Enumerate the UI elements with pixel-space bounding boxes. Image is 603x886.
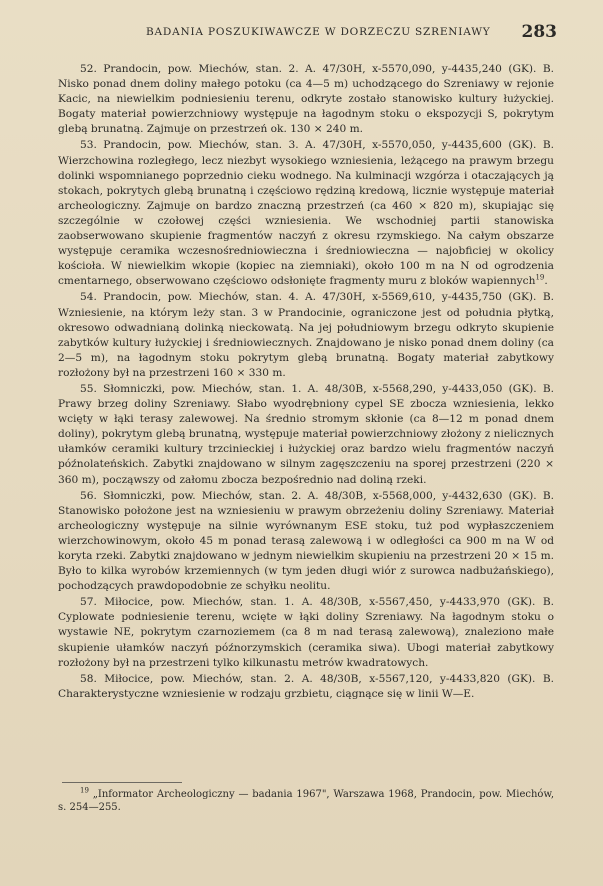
entry-text: 58. Miłocice, pow. Miechów, stan. 2. A. 48/30B, x-5567,120, y-4433,820 (GK). B. Charakterystyczne wzniesienie w rodzaju grzbietu, ciągnące się w linii W—E. (58, 672, 554, 700)
running-head: BADANIA POSZUKIWAWCZE W DORZECZU SZRENIAWY (146, 26, 491, 38)
site-entry-52 (58, 62, 554, 137)
page-body (58, 62, 554, 703)
entry-text: 55. Słomniczki, pow. Miechów, stan. 1. A. 48/30B, x-5568,290, y-4433,050 (GK). B. Prawy brzeg doliny Szreniawy. Słabo wyodrębniony cypel SE zbocza wzniesienia, lekko wcięty w łąki terasy zalewowej. Na średnio stromym skłonie (ca 8—12 m ponad dnem doliny), pokrytym glebą brunatną, występuje materiał powierzchniowy złożony z nielicznych ułamków ceramiki kultury trzcinieckiej i łużyckiej oraz bardzo wielu fragmentów naczyń późnolateńskich. Zabytki znajdowano w silnym zagęszczeniu na sporej przestrzeni (220 × 360 m), począwszy od załomu zbocza bezpośrednio nad doliną rzeki. (58, 382, 554, 486)
entry-text: 52. Prandocin, pow. Miechów, stan. 2. A. 47/30H, x-5570,090, y-4435,240 (GK). B. Nisko ponad dnem doliny małego potoku (ca 4—5 m) uchodzącego do Szreniawy w rejonie Kacic, na niewielkim podniesieniu terenu, odkryte zostało stanowisko kultury łużyckiej. Bogaty materiał powierzchniowy występuje na łagodnym stoku o ekspozycji S, pokrytym glebą brunatną. Zajmuje on przestrzeń ok. 130 × 240 m. (58, 63, 554, 136)
entry-text: 53. Prandocin, pow. Miechów, stan. 3. A. 47/30H, x-5570,050, y-4435,600 (GK). B. Wierzchowina rozległego, lecz niezbyt wysokiego wzniesienia, leżącego na prawym brzegu dolinki wspomnianego poprzednio cieku wodnego. Na kulminacji wzgórza i otaczających ją stokach, pokrytych glebą brunatną i częściowo rędziną kredową, licznie występuje materiał archeologiczny. Zajmuje on bardzo znaczną przestrzeń (ca 460 × 820 m), skupiając się szczególnie w czołowej części wzniesienia. We wschodniej partii stanowiska zaobserwowano skupienie fragmentów naczyń z okresu rzymskiego. Na całym obszarze występuje ceramika wczesnośredniowieczna i średniowieczna — najobficiej w okolicy kościoła. W niewielkim wkopie (kopiec na ziemniaki), około 100 m na N od ogrodzenia cmentarnego, obserwowano częściowo odsłonięte fragmenty muru z bloków wapiennych (58, 139, 554, 288)
entry-tail: . (544, 275, 548, 288)
site-entry-56 (58, 489, 554, 595)
entry-text: 56. Słomniczki, pow. Miechów, stan. 2. A. 48/30B, x-5568,000, y-4432,630 (GK). B. Stanowisko położone jest na wzniesieniu w prawym obrzeżeniu doliny Szreniawy. Materiał archeologiczny występuje na silnie wyrównanym ESE stoku, tuż pod wypłaszczeniem wierzchowinowym, około 45 m ponad terasą zalewową i w odległości ca 900 m na W od koryta rzeki. Zabytki znajdowano w jednym niewielkim skupieniu na przestrzeni 20 × 15 m. Było to kilka wyrobów krzemiennych (w tym jeden długi wiór z surowca nadbużańskiego), pochodzących prawdopodobnie ze schyłku neolitu. (58, 489, 554, 593)
site-entry-55 (58, 382, 554, 488)
page-header (58, 24, 557, 46)
entry-text: 54. Prandocin, pow. Miechów, stan. 4. A. 47/30H, x-5569,610, y-4435,750 (GK). B. Wzniesienie, na którym leży stan. 3 w Prandocinie, ograniczone jest od południa płytką, okresowo odwadnianą dolinką nieckowatą. Na jej południowym brzegu odkryto skupienie zabytków kultury łużyckiej i średniowiecznych. Znajdowano je nisko ponad dnem doliny (ca 2—5 m), na łagodnym stoku pokrytym glebą brunatną. Bogaty materiał zabytkowy rozłożony był na przestrzeni 160 × 330 m. (58, 291, 554, 379)
site-entry-58 (58, 672, 554, 702)
entry-text: 57. Miłocice, pow. Miechów, stan. 1. A. 48/30B, x-5567,450, y-4433,970 (GK). B. Cyplowate podniesienie terenu, wcięte w łąki doliny Szreniawy. Na łagodnym stoku o wystawie NE, pokrytym czarnoziemem (ca 8 m nad terasą zalewową), znaleziono małe skupienie ułamków naczyń późnorzymskich (ceramika siwa). Ubogi materiał zabytkowy rozłożony był na przestrzeni tylko kilkunastu metrów kwadratowych. (58, 596, 554, 669)
footnote-mark: 19 (80, 786, 89, 795)
page-number: 283 (521, 22, 557, 42)
footnote-rule (62, 782, 182, 783)
footnote (58, 788, 554, 814)
site-entry-57 (58, 595, 554, 670)
footnote-text: „Informator Archeologiczny — badania 1967", Warszawa 1968, Prandocin, pow. Miechów, s. 254—255. (58, 789, 554, 813)
site-entry-54 (58, 290, 554, 381)
site-entry-53 (58, 138, 554, 289)
footnote-reference: 19 (535, 273, 545, 282)
